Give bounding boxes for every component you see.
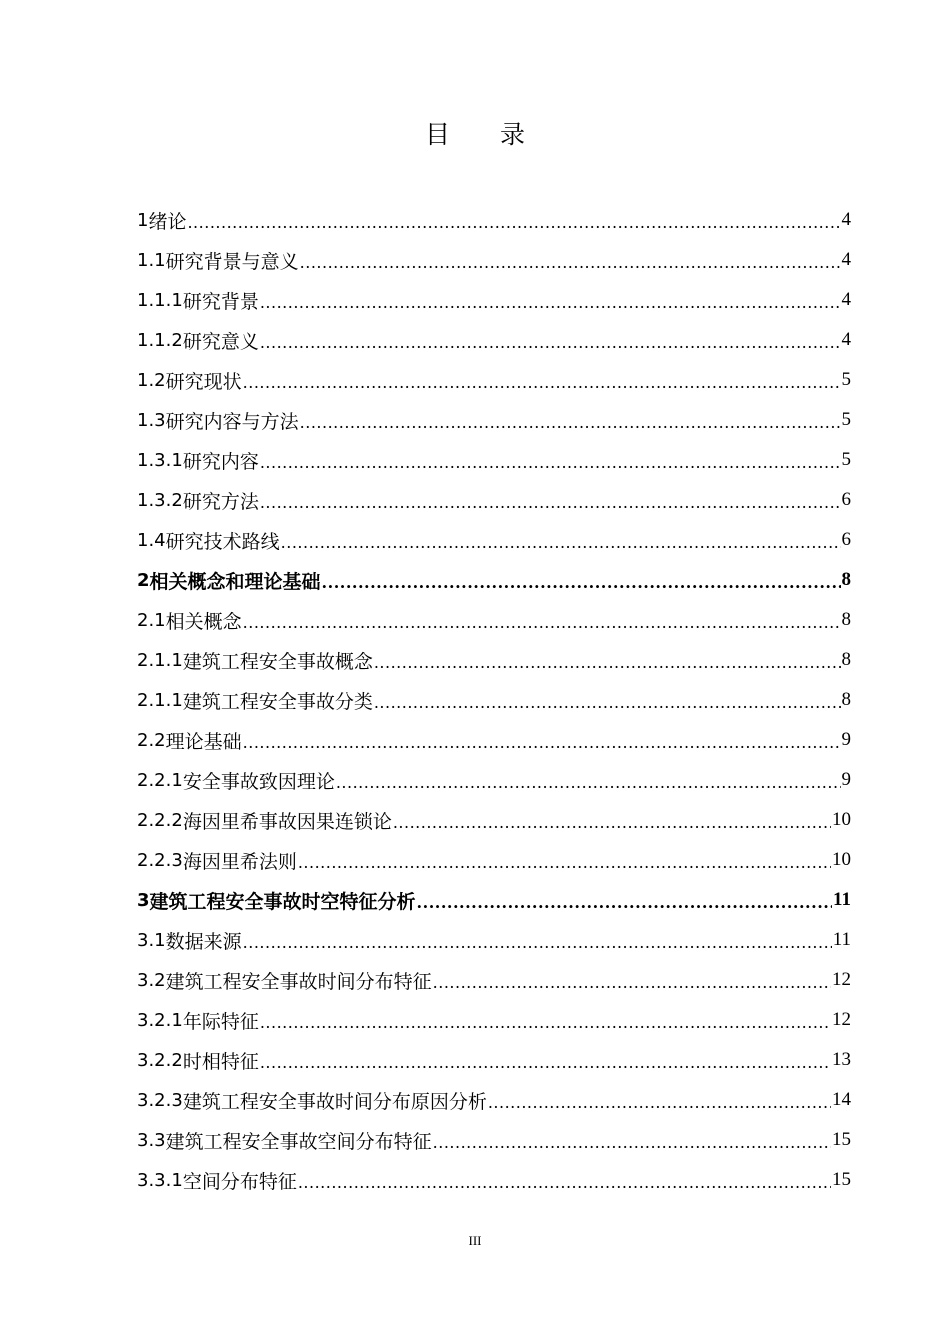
toc-entry-page: 12	[832, 969, 851, 990]
toc-entry[interactable]	[137, 840, 851, 880]
toc-entry[interactable]	[137, 240, 851, 280]
toc-dot-leader	[281, 530, 841, 550]
toc-dot-leader	[243, 930, 832, 950]
toc-entry-page: 5	[841, 409, 851, 430]
toc-entry-page: 15	[832, 1169, 851, 1190]
toc-entry-page: 9	[841, 729, 851, 750]
toc-entry[interactable]	[137, 680, 851, 720]
toc-dot-leader	[298, 1170, 831, 1190]
toc-entry-number: 3.2	[137, 969, 166, 991]
toc-dot-leader	[243, 730, 841, 750]
toc-entry-page: 11	[833, 889, 851, 910]
toc-dot-leader	[260, 290, 841, 310]
toc-dot-leader	[393, 810, 831, 830]
page-title: 目录	[424, 120, 575, 149]
toc-entry[interactable]	[137, 1080, 851, 1120]
toc-dot-leader	[322, 570, 841, 590]
toc-entry-number: 1.3	[137, 409, 166, 431]
table-of-contents	[137, 200, 851, 1200]
toc-dot-leader	[374, 690, 841, 710]
toc-entry[interactable]	[137, 200, 851, 240]
toc-dot-leader	[488, 1090, 831, 1110]
toc-entry-title: 建筑工程安全事故分类	[182, 690, 373, 713]
toc-entry[interactable]	[137, 600, 851, 640]
toc-dot-leader	[260, 1050, 831, 1070]
toc-entry-page: 4	[841, 329, 851, 350]
toc-entry-title: 建筑工程安全事故时间分布原因分析	[182, 1090, 487, 1113]
toc-entry-number: 1	[137, 209, 149, 231]
toc-entry-number: 1.2	[137, 369, 166, 391]
toc-entry-number: 2.2	[137, 729, 166, 751]
toc-entry-number: 2.2.3	[137, 849, 183, 871]
toc-entry-page: 10	[832, 849, 851, 870]
toc-entry-page: 4	[841, 209, 851, 230]
toc-entry[interactable]	[137, 800, 851, 840]
toc-entry-title: 研究技术路线	[165, 530, 280, 553]
toc-entry-title: 数据来源	[165, 930, 242, 953]
toc-entry-title: 研究内容	[182, 450, 259, 473]
toc-entry-number: 1.4	[137, 529, 166, 551]
toc-entry-title: 研究现状	[165, 370, 242, 393]
toc-entry-page: 13	[832, 1049, 851, 1070]
toc-entry-number: 3.3	[137, 1129, 166, 1151]
toc-dot-leader	[260, 450, 841, 470]
toc-dot-leader	[417, 890, 833, 910]
toc-entry-number: 3.2.2	[137, 1049, 183, 1071]
toc-entry-title: 建筑工程安全事故时空特征分析	[149, 890, 416, 913]
toc-entry-title: 海因里希法则	[182, 850, 297, 873]
toc-dot-leader	[433, 970, 831, 990]
toc-entry[interactable]	[137, 960, 851, 1000]
toc-entry[interactable]	[137, 720, 851, 760]
toc-entry-number: 3	[137, 889, 150, 911]
toc-dot-leader	[300, 250, 841, 270]
toc-entry[interactable]	[137, 400, 851, 440]
toc-entry-title: 研究背景与意义	[165, 250, 299, 273]
toc-dot-leader	[260, 330, 841, 350]
toc-entry-title: 研究背景	[182, 290, 259, 313]
toc-entry-number: 3.2.3	[137, 1089, 183, 1111]
toc-entry-page: 4	[841, 289, 851, 310]
toc-dot-leader	[187, 210, 840, 230]
toc-dot-leader	[298, 850, 831, 870]
toc-entry[interactable]	[137, 1000, 851, 1040]
toc-entry-page: 6	[841, 489, 851, 510]
toc-entry-page: 12	[832, 1009, 851, 1030]
toc-entry[interactable]	[137, 440, 851, 480]
toc-entry-page: 5	[841, 449, 851, 470]
toc-entry-title: 研究方法	[182, 490, 259, 513]
toc-entry-number: 2.1	[137, 609, 166, 631]
toc-entry[interactable]	[137, 320, 851, 360]
toc-entry[interactable]	[137, 560, 851, 600]
toc-entry-number: 1.1.1	[137, 289, 183, 311]
toc-entry[interactable]	[137, 880, 851, 920]
toc-entry-number: 2.1.1	[137, 649, 183, 671]
toc-entry[interactable]	[137, 520, 851, 560]
toc-entry-title: 建筑工程安全事故空间分布特征	[165, 1130, 432, 1153]
toc-entry-page: 8	[841, 569, 851, 590]
toc-dot-leader	[336, 770, 841, 790]
toc-entry-page: 11	[832, 929, 851, 950]
toc-entry[interactable]	[137, 360, 851, 400]
toc-entry-number: 2.1.1	[137, 689, 183, 711]
toc-entry-page: 5	[841, 369, 851, 390]
toc-entry-page: 14	[832, 1089, 851, 1110]
toc-entry-number: 2.2.2	[137, 809, 183, 831]
toc-dot-leader	[260, 490, 841, 510]
toc-entry-page: 6	[841, 529, 851, 550]
toc-entry[interactable]	[137, 760, 851, 800]
toc-entry-number: 3.3.1	[137, 1169, 183, 1191]
toc-entry-title: 年际特征	[182, 1010, 259, 1033]
toc-entry-number: 3.2.1	[137, 1009, 183, 1031]
toc-entry-number: 2.2.1	[137, 769, 183, 791]
toc-entry-number: 1.1	[137, 249, 166, 271]
toc-entry-title: 安全事故致因理论	[182, 770, 335, 793]
toc-dot-leader	[433, 1130, 831, 1150]
toc-entry-number: 2	[137, 569, 150, 591]
toc-entry-page: 8	[841, 609, 851, 630]
toc-entry[interactable]	[137, 480, 851, 520]
toc-entry-title: 空间分布特征	[182, 1170, 297, 1193]
toc-dot-leader	[260, 1010, 831, 1030]
page-number: III	[468, 1233, 482, 1248]
toc-entry-page: 8	[841, 649, 851, 670]
toc-entry-title: 研究意义	[182, 330, 259, 353]
toc-dot-leader	[243, 610, 841, 630]
toc-entry[interactable]	[137, 640, 851, 680]
toc-dot-leader	[300, 410, 841, 430]
toc-entry-title: 建筑工程安全事故时间分布特征	[165, 970, 432, 993]
toc-entry[interactable]	[137, 1160, 851, 1200]
toc-entry-page: 8	[841, 689, 851, 710]
toc-entry-number: 1.3.1	[137, 449, 183, 471]
toc-dot-leader	[374, 650, 841, 670]
toc-entry-title: 海因里希事故因果连锁论	[182, 810, 392, 833]
toc-entry[interactable]	[137, 1120, 851, 1160]
toc-entry-title: 相关概念和理论基础	[149, 570, 321, 593]
toc-entry-title: 理论基础	[165, 730, 242, 753]
toc-entry-page: 10	[832, 809, 851, 830]
toc-entry-number: 1.1.2	[137, 329, 183, 351]
toc-entry-title: 相关概念	[165, 610, 242, 633]
toc-entry-page: 9	[841, 769, 851, 790]
toc-entry-title: 研究内容与方法	[165, 410, 299, 433]
toc-entry-number: 3.1	[137, 929, 166, 951]
toc-entry[interactable]	[137, 1040, 851, 1080]
toc-entry-title: 建筑工程安全事故概念	[182, 650, 373, 673]
toc-entry[interactable]	[137, 920, 851, 960]
toc-entry-title: 绪论	[148, 210, 187, 233]
toc-entry-page: 4	[841, 249, 851, 270]
toc-dot-leader	[243, 370, 841, 390]
toc-entry[interactable]	[137, 280, 851, 320]
toc-entry-title: 时相特征	[182, 1050, 259, 1073]
toc-entry-page: 15	[832, 1129, 851, 1150]
toc-entry-number: 1.3.2	[137, 489, 183, 511]
